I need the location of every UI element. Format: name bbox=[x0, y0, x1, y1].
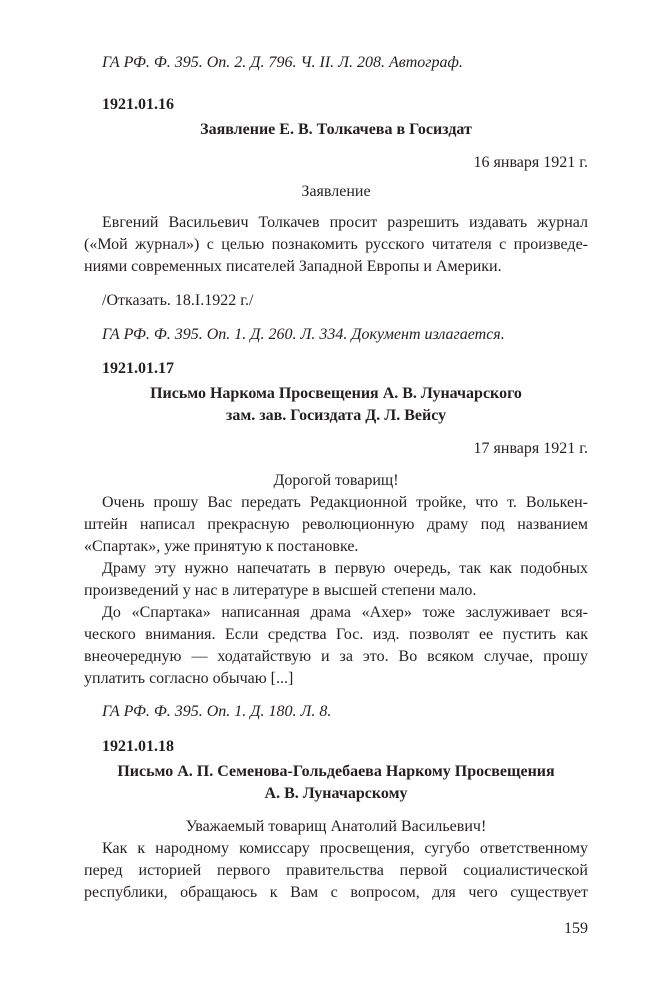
doc2-title-line: зам. зав. Госиздата Д. Л. Вейсу bbox=[225, 407, 447, 424]
doc1-date: 16 января 1921 г. bbox=[473, 154, 588, 171]
doc3-body-line: республики, обращаюсь к Вам с вопросом, для чего существует bbox=[84, 884, 588, 901]
doc2-body-line: внеочередную — ходатайствую и за это. Во всяком случае, прошу bbox=[84, 648, 588, 665]
page-number: 159 bbox=[564, 920, 588, 937]
doc1-title: Заявление Е. В. Толкачева в Госиздат bbox=[200, 121, 472, 138]
doc1-body-line: Евгений Васильевич Толкачев просит разрешить издавать журнал bbox=[102, 214, 588, 231]
archive-reference-top: ГА РФ. Ф. 395. Оп. 2. Д. 796. Ч. II. Л. 208. Автограф. bbox=[102, 54, 463, 71]
doc1-resolution: /Отказать. 18.I.1922 г./ bbox=[102, 292, 254, 309]
doc3-body-line: Как к народному комиссару просвещения, сугубо ответственному bbox=[102, 840, 588, 857]
doc2-body-line: Очень прошу Вас передать Редакционной тройке, что т. Волькен- bbox=[102, 494, 588, 511]
doc2-body-line: До «Спартака» написанная драма «Ахер» тоже заслуживает вся- bbox=[102, 604, 588, 621]
doc2-body-line: штейн написал прекрасную революционную драму под названием bbox=[84, 516, 588, 533]
doc1-body-line: ниями современных писателей Западной Европы и Америки. bbox=[84, 258, 502, 275]
doc2-body-line: уплатить согласно обычаю [...] bbox=[84, 670, 294, 687]
doc3-body-line: перед историей первого правительства первой социалистической bbox=[84, 862, 588, 879]
doc3-date-code: 1921.01.18 bbox=[102, 738, 174, 755]
doc3-title-line: Письмо А. П. Семенова-Гольдебаева Наркому Просвещения bbox=[117, 763, 555, 780]
doc2-body-line: ческого внимания. Если средства Гос. изд. позволят ее пустить как bbox=[84, 626, 588, 643]
doc2-body-line: Драму эту нужно напечатать в первую очередь, так как подобных bbox=[102, 560, 588, 577]
doc2-body-line: произведений у нас в литературе в высшей степени мало. bbox=[84, 582, 477, 599]
doc1-heading: Заявление bbox=[301, 183, 371, 200]
doc2-date-code: 1921.01.17 bbox=[102, 360, 174, 377]
doc2-greeting: Дорогой товарищ! bbox=[273, 472, 399, 489]
doc2-body-line: «Спартак», уже принятую к постановке. bbox=[84, 538, 359, 555]
doc1-date-code: 1921.01.16 bbox=[102, 96, 174, 113]
doc3-title-line: А. В. Луначарскому bbox=[264, 785, 408, 802]
doc2-date: 17 января 1921 г. bbox=[473, 440, 588, 457]
doc2-title-line: Письмо Наркома Просвещения А. В. Луначарского bbox=[150, 385, 522, 402]
doc1-archive-reference: ГА РФ. Ф. 395. Оп. 1. Д. 260. Л. 334. Документ излагается. bbox=[102, 326, 505, 343]
doc2-archive-reference: ГА РФ. Ф. 395. Оп. 1. Д. 180. Л. 8. bbox=[102, 703, 332, 720]
doc3-greeting: Уважаемый товарищ Анатолий Васильевич! bbox=[185, 818, 487, 835]
doc1-body-line: («Мой журнал») с целью познакомить русского читателя с произведе- bbox=[84, 236, 588, 253]
